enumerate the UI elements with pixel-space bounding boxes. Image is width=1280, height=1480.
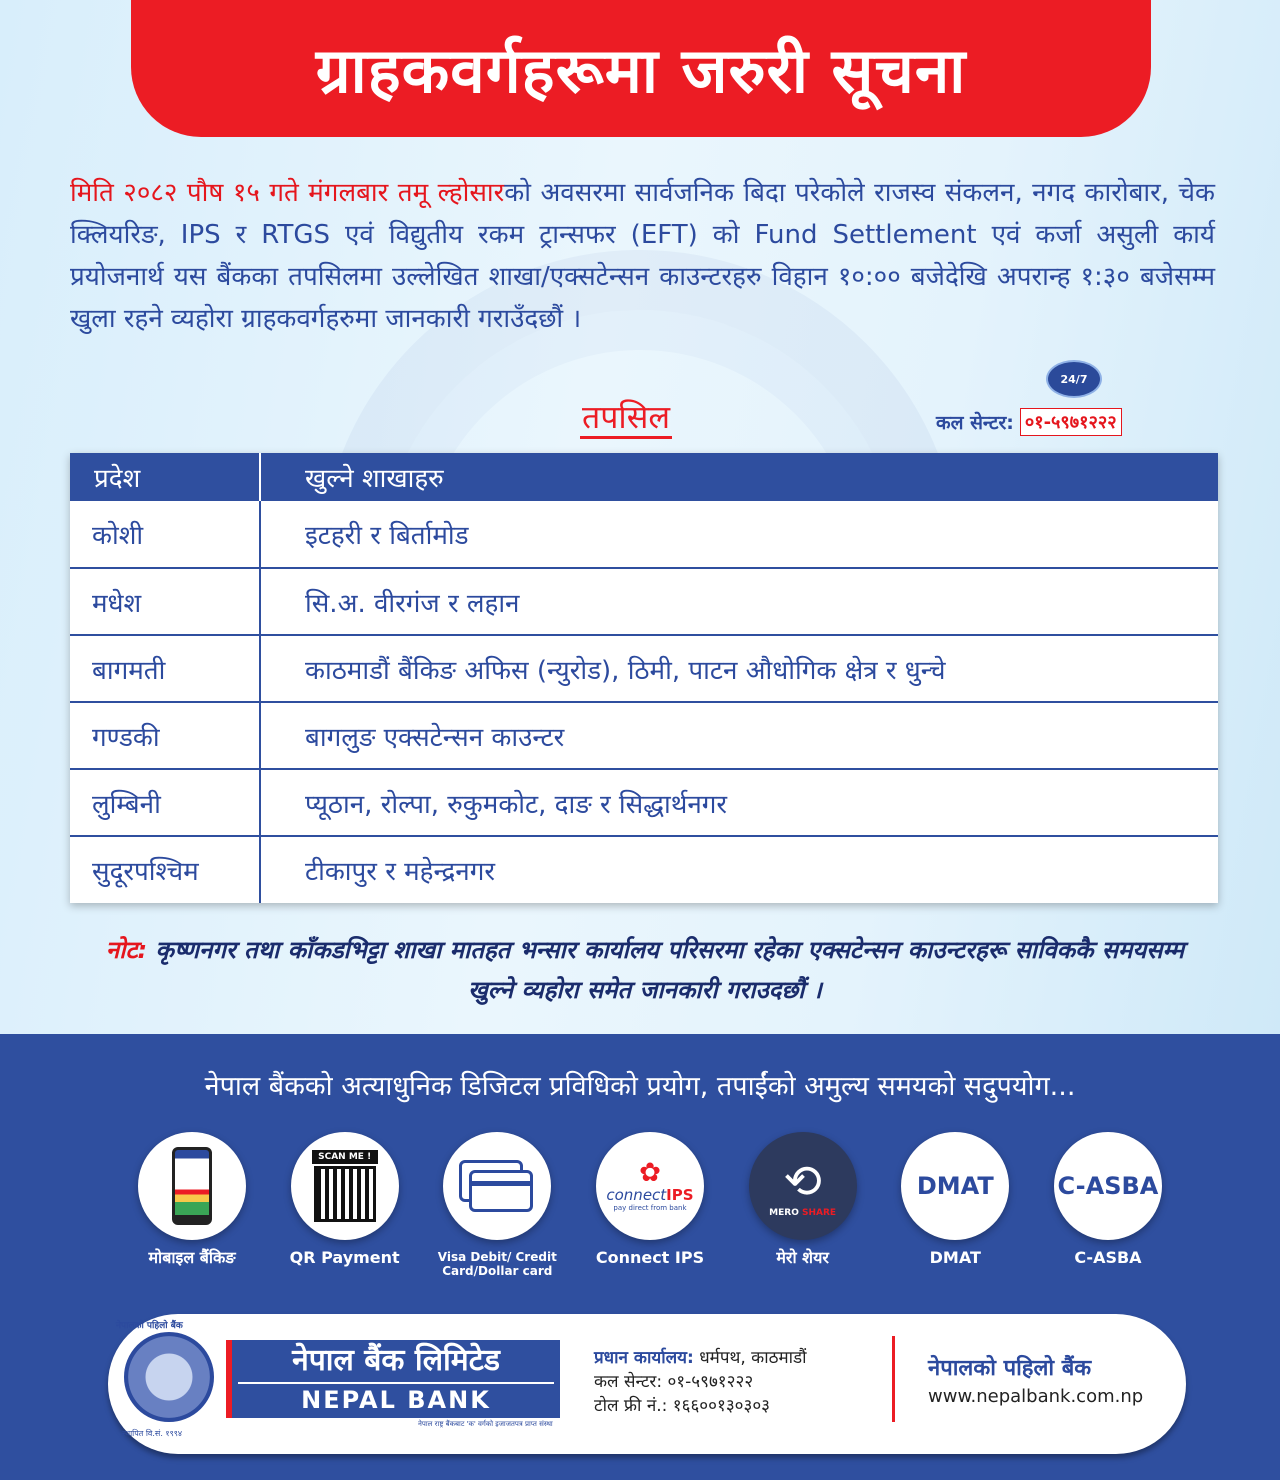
brand-license-text: नेपाल राष्ट्र बैंकबाट 'क' वर्गको इजाजतपत्र प्राप्त संस्था [418,1420,553,1428]
casba-icon: C-ASBA [1054,1132,1162,1240]
qr-code-icon [291,1132,399,1240]
province-cell: गण्डकी [70,702,260,769]
footer-card [108,1314,1186,1454]
brand-name-english: NEPAL BANK LIMITED [238,1382,554,1448]
table-row [70,769,1218,836]
service-mobile-banking[interactable] [130,1132,254,1278]
call-center-number[interactable]: ०१-५९७१२२२ [1020,408,1122,436]
intro-date-highlight: मिति २०८२ पौष १५ गते मंगलबार तमू ल्होसार [70,178,505,208]
province-cell: मधेश [70,568,260,635]
service-connect-ips[interactable] [588,1132,712,1278]
service-label: मोबाइल बैंकिङ [148,1248,236,1267]
service-label: Connect IPS [595,1248,705,1267]
note-label: नोट: [105,936,148,964]
branches-cell: टीकापुर र महेन्द्रनगर [260,836,1218,903]
branches-table [70,453,1218,903]
mero-share-icon: ⟲ MERO SHARE [749,1132,857,1240]
header-branches: खुल्ने शाखाहरु [260,453,1218,501]
branches-cell: सि.अ. वीरगंज र लहान [260,568,1218,635]
dmat-icon: DMAT [901,1132,1009,1240]
connect-ips-icon: ✿ connectIPS pay direct from bank [596,1132,704,1240]
province-cell: सुदूरपश्चिम [70,836,260,903]
header-province: प्रदेश [70,453,260,501]
table-row [70,702,1218,769]
footer-call-center: कल सेन्टर: ०१-५९७१२२२ [594,1372,754,1392]
contact-info [594,1346,807,1418]
table-row [70,568,1218,635]
service-casba[interactable] [1046,1132,1170,1278]
intro-body: को अवसरमा सार्वजनिक बिदा परेकोले राजस्व संकलन, नगद कारोबार, चेक क्लियरिङ, IPS र RTGS एवं विद्युतीय रकम ट्रान्सफर (EFT) को Fund Settlement एवं कर्जा असुली कार्य प्रयोजनार्थ यस बैंकका तपसिलमा उल्लेखित शाखा/एक्सटेन्सन काउन्टरहरु विहान १०:०० बजेदेखि अपरान्ह १:३० बजेसम्म खुला रहने व्यहोरा ग्राहकवर्गहरुमा जानकारी गराउँदछौं । [70,178,1216,334]
hq-label: प्रधान कार्यालय: [594,1348,694,1368]
branches-cell: प्यूठान, रोल्पा, रुकुमकोट, दाङ र सिद्धार्थनगर [260,769,1218,836]
card-icon [443,1132,551,1240]
branches-cell: काठमाडौं बैंकिङ अफिस (न्युरोड), ठिमी, पाटन औधोगिक क्षेत्र र धुन्चे [260,635,1218,702]
service-label: मेरो शेयर [776,1248,829,1267]
seal-established: स्थापित वि.सं. १९९४ [122,1429,183,1438]
service-cards[interactable] [435,1132,559,1278]
toll-free: टोल फ्री नं.: १६६००१३०३०३ [594,1396,771,1416]
service-label: QR Payment [289,1248,400,1267]
website-link[interactable]: www.nepalbank.com.np [928,1386,1144,1407]
service-mero-share[interactable] [741,1132,865,1278]
province-cell: बागमती [70,635,260,702]
divider [892,1336,895,1422]
seal-tagline: नेपालको पहिलो बैंक [116,1321,183,1331]
table-row [70,501,1218,568]
service-label: DMAT [929,1248,981,1267]
title-banner [131,0,1151,137]
hq-value: धर्मपथ, काठमाडौं [699,1348,807,1368]
branches-cell: इटहरी र बिर्तामोड [305,521,469,551]
service-label: C-ASBA [1074,1248,1142,1267]
table-header-row [70,453,1218,501]
table-row [70,635,1218,702]
24-7-icon: 24/7 [1046,360,1102,398]
brand-name-nepali: नेपाल बैंक लिमिटेड [292,1343,500,1378]
note-text: कृष्णनगर तथा काँकडभिट्टा शाखा मातहत भन्सार कार्यालय परिसरमा रहेका एक्सटेन्सन काउन्टरहरू साविककै समयसम्म खुल्ने व्यहोरा समेत जानकारी गराउदछौं । [155,936,1185,1004]
schedule-heading: तपसिल [580,398,672,439]
call-center-label: कल सेन्टर: [936,412,1014,434]
tagline: नेपाल बैंकको अत्याधुनिक डिजिटल प्रविधिको प्रयोग, तपाईंको अमुल्य समयको सदुपयोग... [204,1071,1076,1102]
first-bank-tagline: नेपालको पहिलो बैंक [928,1356,1092,1381]
province-cell: कोशी [70,501,260,568]
branches-cell: बागलुङ एक्सटेन्सन काउन्टर [260,702,1218,769]
service-dmat[interactable] [893,1132,1017,1278]
services-list [130,1132,1170,1278]
service-label: Visa Debit/ Credit Card/Dollar card [437,1250,557,1278]
service-qr-payment[interactable] [283,1132,407,1278]
page-title: ग्राहकवर्गहरूमा जरुरी सूचना [315,33,967,107]
scan-me-text: SCAN ME ! [312,1150,378,1164]
bank-seal-icon [124,1332,214,1422]
province-cell: लुम्बिनी [70,769,260,836]
mobile-phone-icon [138,1132,246,1240]
intro-paragraph [70,172,1215,340]
note [90,930,1200,1010]
table-row [70,836,1218,903]
call-center [936,408,1122,436]
